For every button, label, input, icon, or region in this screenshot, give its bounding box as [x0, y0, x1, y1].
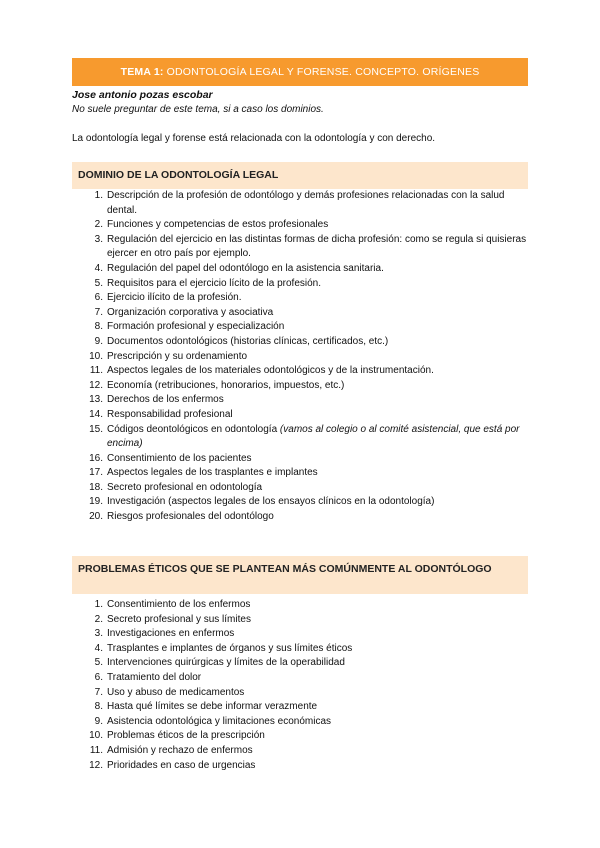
list-item — [0, 408, 528, 423]
list-item-text: Riesgos profesionales del odontólogo — [107, 511, 274, 523]
section-heading-dominio: DOMINIO DE LA ODONTOLOGÍA LEGAL — [72, 162, 528, 189]
list-item — [0, 233, 528, 262]
list-item — [0, 715, 528, 730]
list-item-number: 11. — [89, 365, 103, 377]
list-item — [0, 452, 528, 467]
list-item-text: Documentos odontológicos (historias clínicas, certificados, etc.) — [107, 335, 389, 347]
intro-paragraph: La odontología legal y forense está relacionada con la odontología y con derecho. — [72, 133, 436, 144]
list-item-number: 14. — [89, 408, 103, 420]
list-item — [0, 466, 528, 481]
list-item-number: 10. — [89, 730, 103, 742]
list-item-number: 6. — [94, 671, 103, 683]
author-note: No suele preguntar de este tema, si a caso los dominios. — [72, 104, 324, 115]
list-item — [0, 729, 528, 744]
list-item — [0, 320, 528, 335]
list-item-text: Aspectos legales de los trasplantes e implantes — [107, 467, 318, 479]
list-item-text: Admisión y rechazo de enfermos — [107, 744, 253, 756]
list-item-text: Trasplantes e implantes de órganos y sus límites éticos — [107, 642, 353, 654]
list-item-text: Intervenciones quirúrgicas y límites de la operabilidad — [107, 657, 345, 669]
list-item-text: Funciones y competencias de estos profesionales — [107, 219, 329, 231]
list-item — [0, 291, 528, 306]
list-item — [0, 510, 528, 525]
list-item — [0, 262, 528, 277]
list-item-number: 3. — [94, 233, 103, 245]
list-item-number: 11. — [89, 744, 103, 756]
list-item-text: Derechos de los enfermos — [107, 394, 224, 406]
list-item-text: Organización corporativa y asociativa — [107, 306, 274, 318]
list-item-text: Formación profesional y especialización — [107, 321, 285, 333]
list-item-number: 18. — [89, 481, 103, 493]
list-item-text: Secreto profesional y sus límites — [107, 613, 251, 625]
list-item-number: 17. — [89, 467, 103, 479]
list-item — [0, 277, 528, 292]
list-item-number: 12. — [89, 379, 103, 391]
list-item-number: 15. — [89, 423, 103, 435]
list-item-number: 8. — [94, 701, 103, 713]
list-item — [0, 759, 528, 774]
list-item-number: 16. — [89, 452, 103, 464]
list-item — [0, 350, 528, 365]
list-item-text: Consentimiento de los pacientes — [107, 452, 252, 464]
tema-label: TEMA 1: — [120, 66, 164, 78]
list-item-number: 4. — [94, 262, 103, 274]
list-item-text: Problemas éticos de la prescripción — [107, 730, 265, 742]
list-item-number: 7. — [94, 686, 103, 698]
list-item-number: 1. — [94, 599, 103, 610]
list-item-text: Tratamiento del dolor — [107, 671, 202, 683]
list-item — [0, 613, 528, 628]
list-item-note: (vamos al colegio o al comité asistencial, que está por encima) — [107, 423, 520, 450]
section-heading-problemas: PROBLEMAS ÉTICOS QUE SE PLANTEAN MÁS COMÚNMENTE AL ODONTÓLOGO — [72, 556, 528, 594]
list-item-number: 19. — [89, 496, 103, 508]
list-item-number: 2. — [94, 219, 103, 231]
list-item-text: Requisitos para el ejercicio lícito de la profesión. — [107, 277, 321, 289]
list-item-text: Asistencia odontológica y limitaciones económicas — [107, 715, 332, 727]
list-item-text: Consentimiento de los enfermos — [107, 599, 251, 610]
list-item-text: Ejercicio ilícito de la profesión. — [107, 292, 242, 304]
list-item-number: 3. — [94, 628, 103, 640]
problemas-list — [0, 598, 528, 773]
list-item — [0, 335, 528, 350]
list-item — [0, 627, 528, 642]
list-item-number: 6. — [94, 292, 103, 304]
list-item-text: Prescripción y su ordenamiento — [107, 350, 248, 362]
list-item — [0, 423, 528, 452]
list-item-number: 13. — [89, 394, 103, 406]
list-item-number: 20. — [89, 511, 103, 523]
list-item-text: Uso y abuso de medicamentos — [107, 686, 245, 698]
list-item-number: 1. — [94, 190, 103, 201]
list-item-text: Hasta qué límites se debe informar verazmente — [107, 701, 318, 713]
list-item-text: Economía (retribuciones, honorarios, impuestos, etc.) — [107, 379, 345, 391]
list-item-text: Descripción de la profesión de odontólogo y demás profesiones relacionadas con la salud dental. — [107, 190, 505, 216]
list-item — [0, 744, 528, 759]
title-banner — [72, 58, 528, 86]
list-item-text: Investigaciones en enfermos — [107, 628, 235, 640]
list-item-text: Aspectos legales de los materiales odontológicos y de la instrumentación. — [107, 365, 434, 377]
list-item — [0, 642, 528, 657]
dominio-list — [0, 189, 528, 525]
list-item-number: 8. — [94, 321, 103, 333]
list-item-text: Prioridades en caso de urgencias — [107, 759, 256, 771]
list-item-number: 9. — [94, 335, 103, 347]
list-item-text: Responsabilidad profesional — [107, 408, 233, 420]
list-item — [0, 656, 528, 671]
author-name: Jose antonio pozas escobar — [72, 89, 213, 101]
list-item-text: Regulación del ejercicio en las distintas formas de dicha profesión: como se regula si quisieras ejercer en otro país por ejemplo. — [107, 233, 527, 260]
list-item-number: 12. — [89, 759, 103, 771]
list-item-text: Códigos deontológicos en odontología — [107, 423, 280, 435]
list-item-text: Regulación del papel del odontólogo en la asistencia sanitaria. — [107, 262, 384, 274]
list-item-number: 9. — [94, 715, 103, 727]
list-item — [0, 189, 528, 218]
list-item — [0, 379, 528, 394]
page-title: ODONTOLOGÍA LEGAL Y FORENSE. CONCEPTO. ORÍGENES — [166, 66, 480, 78]
list-item-number: 5. — [94, 657, 103, 669]
list-item — [0, 495, 528, 510]
list-item-number: 10. — [89, 350, 103, 362]
list-item-number: 2. — [94, 613, 103, 625]
list-item — [0, 481, 528, 496]
list-item — [0, 393, 528, 408]
list-item-number: 5. — [94, 277, 103, 289]
list-item — [0, 306, 528, 321]
list-item-text: Secreto profesional en odontología — [107, 481, 263, 493]
list-item — [0, 598, 528, 613]
list-item-number: 4. — [94, 642, 103, 654]
list-item — [0, 686, 528, 701]
list-item — [0, 671, 528, 686]
list-item-text: Investigación (aspectos legales de los ensayos clínicos en la odontología) — [107, 496, 435, 508]
list-item-number: 7. — [94, 306, 103, 318]
list-item — [0, 700, 528, 715]
list-item — [0, 218, 528, 233]
list-item — [0, 364, 528, 379]
